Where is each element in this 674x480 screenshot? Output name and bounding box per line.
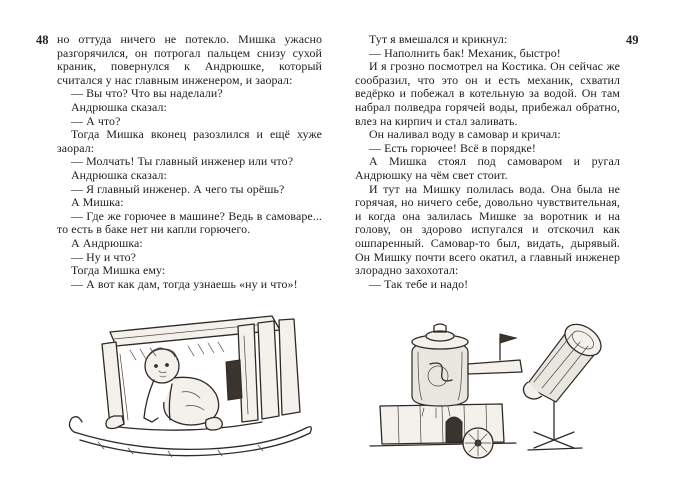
paragraph: Он наливал воду в самовар и кричал: xyxy=(369,127,561,142)
paragraph: Тогда Мишка ему: xyxy=(71,263,166,278)
paragraph: А Мишка: xyxy=(71,195,124,210)
wheel xyxy=(463,428,493,458)
paragraph: — А что? xyxy=(71,113,121,128)
funnel-horn xyxy=(523,318,606,402)
paragraph: но оттуда ничего не потекло. Мишка ужасно разгорячился, он потрогал пальцем снизу сухой краник, повернулся к Андрюшке, который считался у нас главным инженером, и заорал: xyxy=(57,32,322,87)
boy-in-crate-drawing xyxy=(58,302,318,460)
page-number-right: 49 xyxy=(626,33,639,47)
illustration-boy-in-crate xyxy=(58,302,318,465)
samovar-machine-drawing xyxy=(350,312,616,462)
paragraph: И тут на Мишку полилась вода. Она была не горячая, но ничего себе, довольно чувствительная, и когда она залилась Мишке за воротник и на голову, он здорово испугался и отскочил как ошпаренный. Самовар-то был, видать, дырявый. Он Мишку почти всего окатил, а главный инженер злорадно захохотал: xyxy=(355,181,620,278)
paragraph: Андрюшка сказал: xyxy=(71,167,167,182)
illustration-samovar-machine xyxy=(350,312,616,467)
stand xyxy=(528,402,582,450)
pipe xyxy=(468,334,522,374)
paragraph: А Андрюшка: xyxy=(71,235,143,250)
jar-samovar xyxy=(412,324,468,406)
paragraph: А Мишка стоял под самоваром и ругал Андрюшку на чём свет стоит. xyxy=(355,154,620,182)
paragraph: Тогда Мишка вконец разозлился и ещё хуже заорал: xyxy=(57,127,322,155)
paragraph: — А вот как дам, тогда узнаешь «ну и что»! xyxy=(71,276,298,291)
page-number-left: 48 xyxy=(36,33,49,47)
paragraph: — Так тебе и надо! xyxy=(369,276,469,291)
right-page-text xyxy=(355,33,620,291)
paragraph: — Молчать! Ты главный инженер или что? xyxy=(71,154,294,169)
paragraph: И я грозно посмотрел на Костика. Он сейчас же сообразил, что это он и есть механик, схватил ведёрко и побежал в котельную за водой. Он там набрал полведра горячей воды, прибежал обратно, влез на кирпич и стал заливать. xyxy=(355,59,620,128)
paragraph: — Наполнить бак! Механик, быстро! xyxy=(369,45,561,60)
paragraph: — Я главный инженер. А чего ты орёшь? xyxy=(71,181,285,196)
cart xyxy=(370,404,516,446)
paragraph: — Где же горючее в машине? Ведь в самоваре... то есть в баке нет ни капли горючего. xyxy=(57,208,322,237)
left-page-text xyxy=(57,33,322,291)
paragraph: Тут я вмешался и крикнул: xyxy=(369,32,508,46)
paragraph: — Вы что? Что вы наделали? xyxy=(71,86,223,101)
paragraph: — Ну и что? xyxy=(71,249,137,264)
paragraph: Андрюшка сказал: xyxy=(71,99,167,114)
paragraph: — Есть горючее! Всё в порядке! xyxy=(369,140,536,155)
